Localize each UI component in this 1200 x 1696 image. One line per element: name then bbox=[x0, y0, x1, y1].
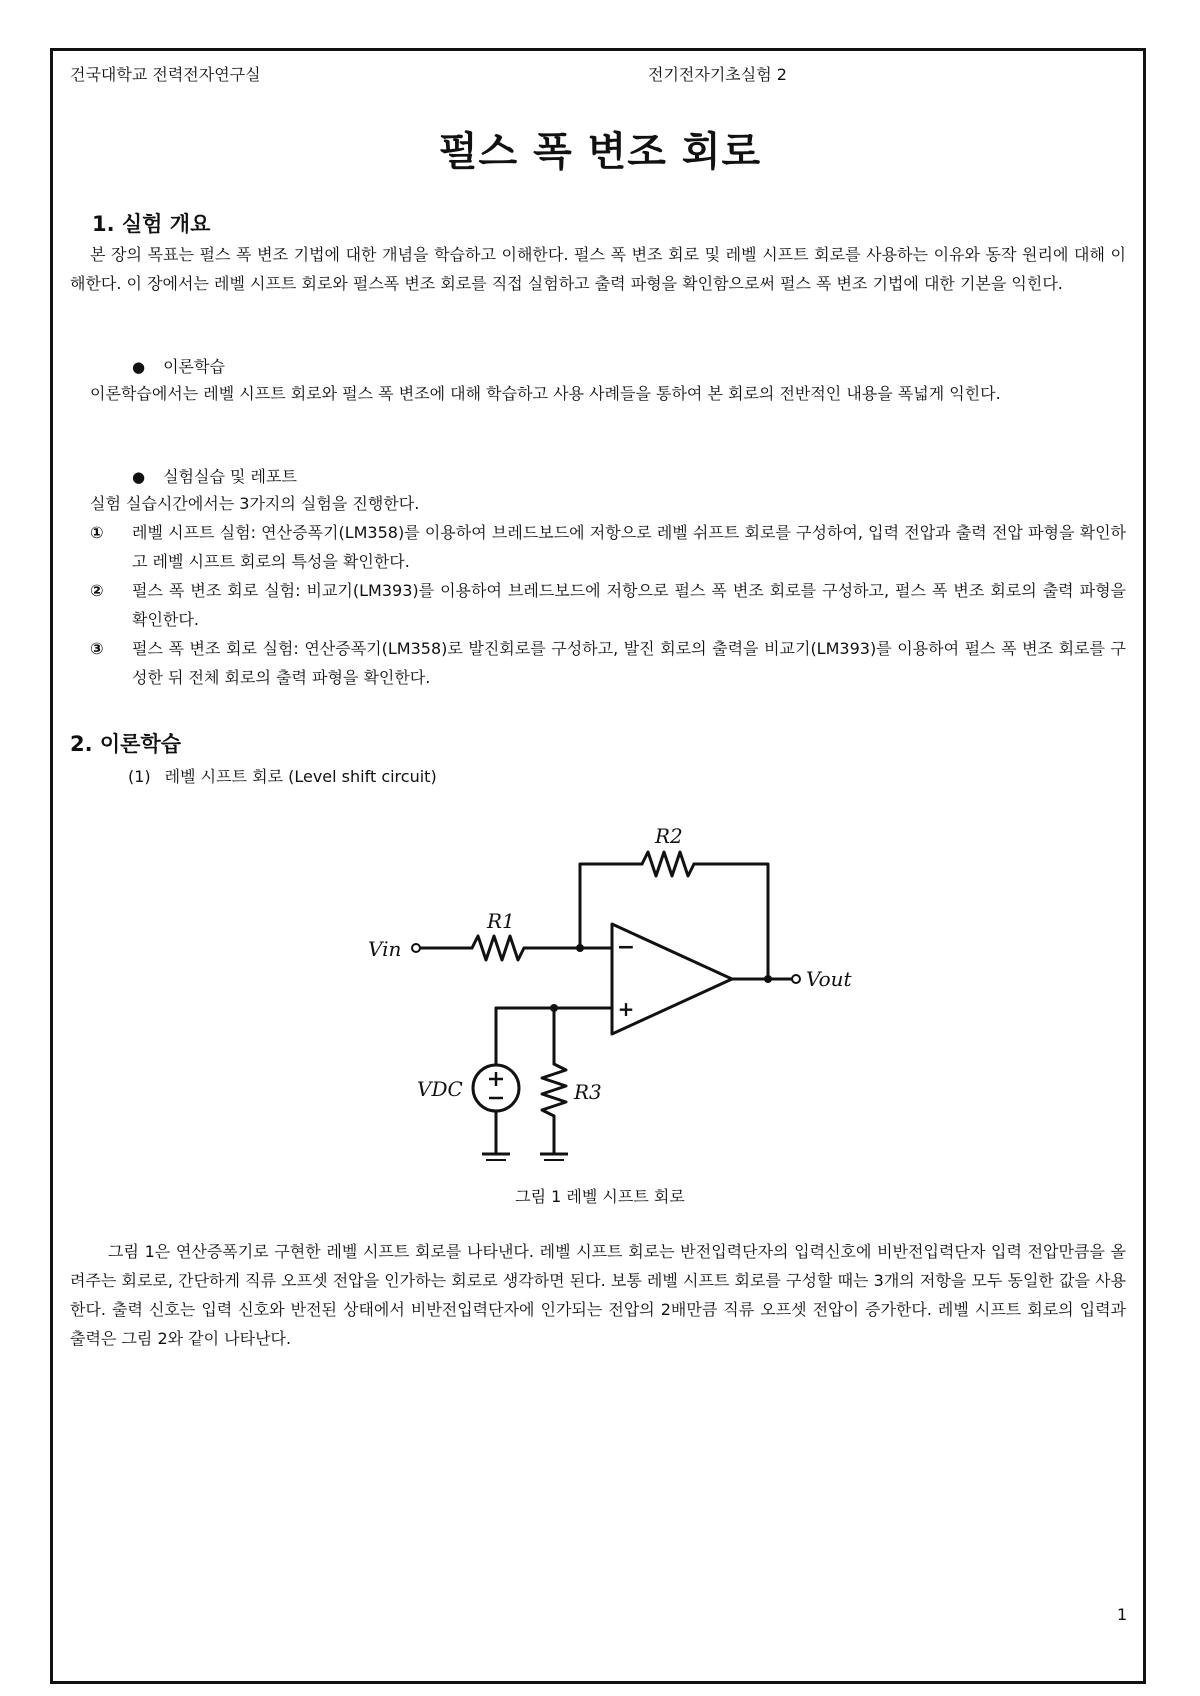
r1-resistor bbox=[472, 936, 524, 960]
experiment-item-3 bbox=[70, 634, 1126, 692]
ground-icon bbox=[540, 1154, 568, 1160]
experiment-number: ③ bbox=[90, 639, 104, 658]
r3-label: R3 bbox=[574, 1080, 602, 1104]
bullet-dot-icon: ● bbox=[132, 468, 146, 486]
experiment-text: 레벨 시프트 실험: 연산증폭기(LM358)를 이용하여 브레드보드에 저항으로 레벨 쉬프트 회로를 구성하여, 입력 전압과 출력 전압 파형을 확인하고 레벨 시프트 회로의 특성을 확인한다. bbox=[132, 523, 1126, 571]
vin-label: Vin bbox=[368, 937, 402, 961]
header-left: 건국대학교 전력전자연구실 bbox=[70, 65, 261, 84]
vdc-label: VDC bbox=[417, 1077, 463, 1101]
subsection-heading bbox=[128, 764, 437, 787]
header-right: 전기전자기초실험 2 bbox=[648, 65, 787, 84]
page-number: 1 bbox=[1117, 1605, 1128, 1624]
junction-dot-icon bbox=[576, 944, 584, 952]
r2-label: R2 bbox=[655, 824, 683, 848]
experiment-text: 펄스 폭 변조 회로 실험: 연산증폭기(LM358)로 발진회로를 구성하고, 발진 회로의 출력을 비교기(LM393)를 이용하여 펄스 폭 변조 회로를 구성한 뒤 전체 회로의 출력 파형을 확인한다. bbox=[132, 639, 1126, 687]
ground-icon bbox=[482, 1154, 510, 1160]
vout-terminal-icon bbox=[792, 975, 800, 983]
page-title: 펄스 폭 변조 회로 bbox=[438, 129, 762, 175]
r1-label: R1 bbox=[487, 909, 515, 933]
junction-dot-icon bbox=[550, 1004, 558, 1012]
bullet-lab-text: 실험 실습시간에서는 3가지의 실험을 진행한다. bbox=[90, 494, 420, 513]
bullet-dot-icon: ● bbox=[132, 358, 146, 376]
r2-resistor bbox=[642, 852, 694, 876]
experiment-item-1 bbox=[70, 518, 1126, 576]
experiment-text: 펄스 폭 변조 회로 실험: 비교기(LM393)를 이용하여 브레드보드에 저항으로 펄스 폭 변조 회로를 구성하고, 펄스 폭 변조 회로의 출력 파형을 확인한다. bbox=[132, 581, 1126, 629]
bullet-theory bbox=[132, 354, 225, 377]
bullet-lab bbox=[132, 464, 297, 487]
section-1-intro: 본 장의 목표는 펄스 폭 변조 기법에 대한 개념을 학습하고 이해한다. 펄스 폭 변조 회로 및 레벨 시프트 회로를 사용하는 이유와 동작 원리에 대해 이해한다. 이 장에서는 레벨 시프트 회로와 펄스폭 변조 회로를 직접 실험하고 출력 파형을 확인함으로써 펄스 폭 변조 기법에 대한 기본을 익힌다. bbox=[70, 245, 1126, 293]
section-1-heading: 1. 실험 개요 bbox=[92, 212, 211, 236]
subsection-title: 레벨 시프트 회로 (Level shift circuit) bbox=[164, 767, 437, 786]
bullet-lab-label: 실험실습 및 레포트 bbox=[163, 467, 297, 486]
r3-resistor bbox=[542, 1064, 566, 1116]
section-2-heading: 2. 이론학습 bbox=[70, 732, 182, 756]
inverting-input-sign: − bbox=[616, 935, 636, 960]
vdc-source-icon bbox=[473, 1065, 519, 1111]
feedback-right-wire bbox=[694, 864, 768, 979]
experiment-item-2 bbox=[70, 576, 1126, 634]
junction-dot-icon bbox=[764, 975, 772, 983]
experiment-number: ① bbox=[90, 523, 104, 542]
vin-terminal-icon bbox=[412, 944, 420, 952]
vout-label: Vout bbox=[806, 967, 852, 991]
non-inverting-input-sign: + bbox=[617, 997, 635, 1021]
figure-caption: 그림 1 레벨 시프트 회로 bbox=[515, 1187, 685, 1206]
section-2-paragraph: 그림 1은 연산증폭기로 구현한 레벨 시프트 회로를 나타낸다. 레벨 시프트 회로는 반전입력단자의 입력신호에 비반전입력단자 입력 전압만큼을 올려주는 회로로, 간단하게 직류 오프셋 전압을 인가하는 회로로 생각하면 된다. 보통 레벨 시프트 회로를 구성할 때는 3개의 저항을 모두 동일한 값을 사용한다. 출력 신호는 입력 신호와 반전된 상태에서 비반전입력단자에 인가되는 전압의 2배만큼 직류 오프셋 전압이 증가한다. 레벨 시프트 회로의 입력과 출력은 그림 2와 같이 나타난다. bbox=[70, 1242, 1126, 1348]
level-shift-circuit-figure bbox=[360, 816, 860, 1176]
bullet-theory-text: 이론학습에서는 레벨 시프트 회로와 펄스 폭 변조에 대해 학습하고 사용 사례들을 통하여 본 회로의 전반적인 내용을 폭넓게 익힌다. bbox=[90, 384, 1001, 403]
experiment-number: ② bbox=[90, 581, 104, 600]
subsection-number: (1) bbox=[128, 767, 151, 786]
bullet-theory-label: 이론학습 bbox=[163, 357, 225, 376]
